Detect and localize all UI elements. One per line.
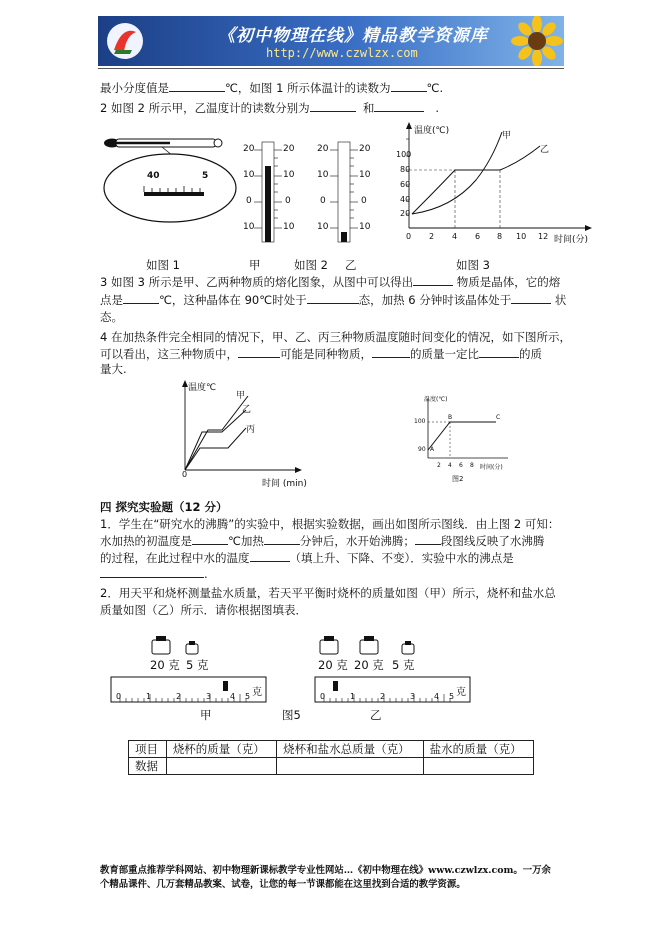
fig4-curve-yi [185,410,246,470]
fig2-label-yi: 乙 [345,258,357,272]
fig2-jia-right-m10: 10 [283,222,295,232]
ruler-jia-num-0: 0 [116,692,122,701]
blank-q3-b[interactable] [123,292,159,304]
s4-q1-line-4 [100,566,208,582]
s4-q1-text-d: 段图线反映了水沸腾 [440,534,545,548]
fig3-y-title: 温度(℃) [414,126,450,136]
fig3-curve-jia [412,132,502,214]
fig3-label-yi: 乙 [540,145,550,155]
fig3-caption: 如图 3 [456,258,490,272]
fig2-jia-right-10: 10 [283,170,295,180]
s4-q1-text-f: （填上升、下降、不变）．实验中水的沸点是 [289,551,514,565]
fig-small-x-tick-8: 8 [470,462,474,469]
table-header-item: 项目 [129,741,167,758]
q3-text-d: ℃，这种晶体在 90℃时处于 [159,293,307,307]
s4-q1-text-e: 的过程，在此过程中水的温度 [100,551,250,565]
figure-2-thermometers [240,136,376,248]
fig-small-pt-c: C [496,414,501,421]
fig3-y-tick-80: 80 [400,165,411,174]
s4-q1-text-a: 水加热的初温度是 [100,534,192,548]
balance-yi-weight-3: 5 克 [392,658,415,672]
fig-small-pt-a: A [430,446,435,453]
fig3-x-tick-10: 10 [516,232,527,241]
q4-text-d: 的质 [519,347,542,361]
blank-s4-d[interactable] [250,550,290,562]
fig4-label-bing: 丙 [246,425,256,435]
blank-q3-d[interactable] [511,292,551,304]
weight-5g-icon-b [402,644,414,654]
table-header-salt-water: 盐水的质量（克） [423,741,533,758]
table-header-row [129,741,534,758]
q3-text-f: 状 [554,293,567,307]
blank-q3-a[interactable] [413,274,453,286]
ruler-jia-num-4: 4 [230,692,236,701]
s4-q2-line-2: 质量如图（乙）所示．请你根据图填表． [100,603,307,617]
blank-s4-e[interactable] [100,566,204,578]
fig2-label-jia: 甲 [249,258,261,272]
blank-q2-b[interactable] [374,100,424,112]
fig2-yi-left-m10: 10 [317,222,329,232]
fig3-y-tick-20: 20 [400,209,411,218]
fig-small-pt-b: B [448,414,453,421]
weight-20g-icon-b [360,640,378,654]
fig-small-caption: 图2 [452,475,464,483]
footer-line-1: 教育部重点推荐学科网站、初中物理新课标教学专业性网站…《初中物理在线》www.czwlzx.com。一万余 [100,865,551,876]
fig3-y-tick-40: 40 [400,195,411,204]
balance-jia-weight-2: 5 克 [186,658,209,672]
ruler-yi-num-4: 4 [434,692,440,701]
balance-yi-rider [333,681,338,691]
fig4-x-title: 时间 (min) [262,479,307,489]
footer-line-2: 个精品课件、几万套精品教案、试卷，让您的每一节课都能在这里找到合适的教学资源。 [100,879,466,890]
q2-text-b: 和 [362,101,375,115]
balance-jia-weight-1: 20 克 [150,658,180,672]
fig1-caption: 如图 1 [146,258,180,272]
fig2-jia-left-10: 10 [243,170,255,180]
s4-q1-line-1: 1．学生在“研究水的沸腾”的实验中，根据实验数据，画出如图所示图线．由上图 2 可知： [100,517,560,531]
header-rule [98,68,564,69]
fig3-x-tick-4: 4 [452,232,458,241]
fig1-magnifier [104,154,236,222]
blank-q1-a[interactable] [169,80,225,92]
s4-q1-text-c: 分钟后，水开始沸腾； [299,534,415,548]
fig-small-x-title: 时间(分) [480,464,503,471]
fig3-x-tick-12: 12 [538,232,549,241]
ruler-jia-num-3: 3 [206,692,212,701]
fig-small-x-tick-6: 6 [459,462,463,469]
fig-small-tick-100: 100 [414,418,426,425]
fig3-y-tick-100: 100 [396,150,412,159]
table-cell-total[interactable] [277,758,424,775]
fig3-x-tick-8: 8 [497,232,503,241]
fig2-jia-left-20: 20 [243,144,255,154]
q3-text-a: 3 如图 3 所示是甲、乙两种物质的熔化图象，从图中可以得出 [100,275,414,289]
balance-jia-weights [150,634,210,656]
blank-s4-b[interactable] [264,533,300,545]
fig2-yi-left-10: 10 [317,170,329,180]
fig2-jia-right-20: 20 [283,144,295,154]
fig1-mark-5: 5 [202,171,209,181]
q3-text-e: 态，加热 6 分钟时该晶体处于 [358,293,512,307]
fig4-label-yi: 乙 [242,405,252,415]
s4-q2-line-1: 2．用天平和烧杯测量盐水质量，若天平平衡时烧杯的质量如图（甲）所示，烧杯和盐水总 [100,586,556,600]
balance-jia-rider [223,681,228,691]
fig4-curve-jia [185,396,248,470]
fig2-caption: 如图 2 [294,258,328,272]
fig4-origin: 0 [182,470,188,479]
ruler-jia-num-5: 5 [245,692,251,701]
table-cell-beaker[interactable] [166,758,276,775]
blank-s4-c[interactable] [415,533,441,545]
fig3-x-tick-0: 0 [406,232,412,241]
header-title: 《初中物理在线》精品教学资源库 [218,26,488,46]
fig2-yi-left-20: 20 [317,144,329,154]
fig2-jia-left-m10: 10 [243,222,255,232]
fig-small-x-tick-2: 2 [437,462,441,469]
s4-q1-line-2 [100,533,544,549]
fig2-jia-left-0: 0 [246,196,252,206]
q4-line-1: 4 在加热条件完全相同的情况下，甲、乙、丙三种物质温度随时间变化的情况，如下图所示， [100,330,571,344]
s4-q1-text-g: . [204,567,208,581]
fig2-yi-left-0: 0 [320,196,326,206]
q4-line-2 [100,346,542,362]
ruler-yi-num-1: 1 [350,692,356,701]
fig4-y-title: 温度℃ [188,383,217,393]
balance-yi-weight-1: 20 克 [318,658,348,672]
blank-q4-b[interactable] [372,346,410,358]
blank-q4-a[interactable] [238,346,280,358]
fig2-thermometer-yi [330,142,358,242]
ruler-yi-num-0: 0 [320,692,326,701]
q2-line [100,100,439,116]
q2-text-a: 2 如图 2 所示甲，乙温度计的读数分别为 [100,101,310,115]
q4-text-c: 的质量一定比 [410,347,479,361]
fig2-yi-right-0: 0 [361,196,367,206]
table-header-total: 烧杯和盐水总质量（克） [277,741,424,758]
balance-label-jia: 甲 [200,708,212,722]
q1-line [100,80,443,96]
table-row-label: 数据 [129,758,167,775]
fig3-x-tick-6: 6 [475,232,481,241]
q2-text-c: . [435,101,440,115]
s4-q1-line-3 [100,550,514,566]
fig4-label-jia: 甲 [236,391,246,401]
balance-fig-label: 图5 [282,708,301,722]
header-banner [98,16,564,66]
q3-text-b: 物质是晶体，它的熔 [456,275,561,289]
ruler-yi-num-5: 5 [449,692,455,701]
fig2-yi-right-m10: 10 [359,222,371,232]
fig1-mark-40: 40 [147,171,160,181]
s4-q1-text-b: ℃加热 [228,534,264,548]
section4-heading: 四 探究实验题（12 分） [100,500,228,514]
weight-5g-icon [186,644,198,654]
blank-q3-c[interactable] [307,292,359,304]
header-url[interactable]: http://www.czwlzx.com [266,46,418,60]
q1-text-c: ℃. [426,81,444,95]
q1-text-b: ℃，如图 1 所示体温计的读数为 [225,81,391,95]
q3-line-3: 态。 [100,310,123,324]
sunflower-icon [510,16,564,66]
q4-line-3: 量大. [100,362,127,376]
figure-1-thermometer [100,128,244,228]
weight-20g-icon [152,640,170,654]
fig3-x-tick-2: 2 [429,232,435,241]
q1-text-a: 最小分度值是 [100,81,169,95]
q3-text-c: 点是 [100,293,123,307]
fig2-yi-right-20: 20 [359,144,371,154]
fig-small-x-tick-4: 4 [448,462,452,469]
site-logo-icon [102,20,148,62]
fig-small-curve [428,422,496,450]
blank-s4-a[interactable] [192,533,228,545]
weight-20g-icon-a [320,640,338,654]
fig3-label-jia: 甲 [502,131,512,141]
balance-yi-weights [318,632,418,656]
balance-yi-weight-2: 20 克 [354,658,384,672]
ruler-yi-num-3: 3 [410,692,416,701]
blank-q4-c[interactable] [479,346,519,358]
ruler-yi-num-2: 2 [380,692,386,701]
fig-small-y-title: 温度(℃) [424,396,448,403]
q4-text-b: 可能是同种物质， [280,347,372,361]
balance-label-yi: 乙 [370,708,382,722]
ruler-jia-num-2: 2 [176,692,182,701]
fig3-x-title: 时间(分) [554,235,589,245]
fig3-y-tick-60: 60 [400,180,411,189]
mass-data-table [128,740,534,775]
table-cell-salt-water[interactable] [423,758,533,775]
ruler-yi-unit: 克 [456,687,466,698]
q3-line-1 [100,274,560,290]
fig2-jia-right-0: 0 [285,196,291,206]
q3-line-2 [100,292,566,308]
ruler-jia-num-1: 1 [146,692,152,701]
q4-text-a: 可以看出，这三种物质中， [100,347,238,361]
table-header-beaker: 烧杯的质量（克） [166,741,276,758]
fig-small-tick-90: 90 [418,446,426,453]
blank-q1-b[interactable] [391,80,427,92]
table-row [129,758,534,775]
figure-boiling-small [416,394,512,466]
fig2-yi-right-10: 10 [359,170,371,180]
blank-q2-a[interactable] [310,100,356,112]
ruler-jia-unit: 克 [252,687,262,698]
fig2-thermometer-jia [254,142,282,242]
